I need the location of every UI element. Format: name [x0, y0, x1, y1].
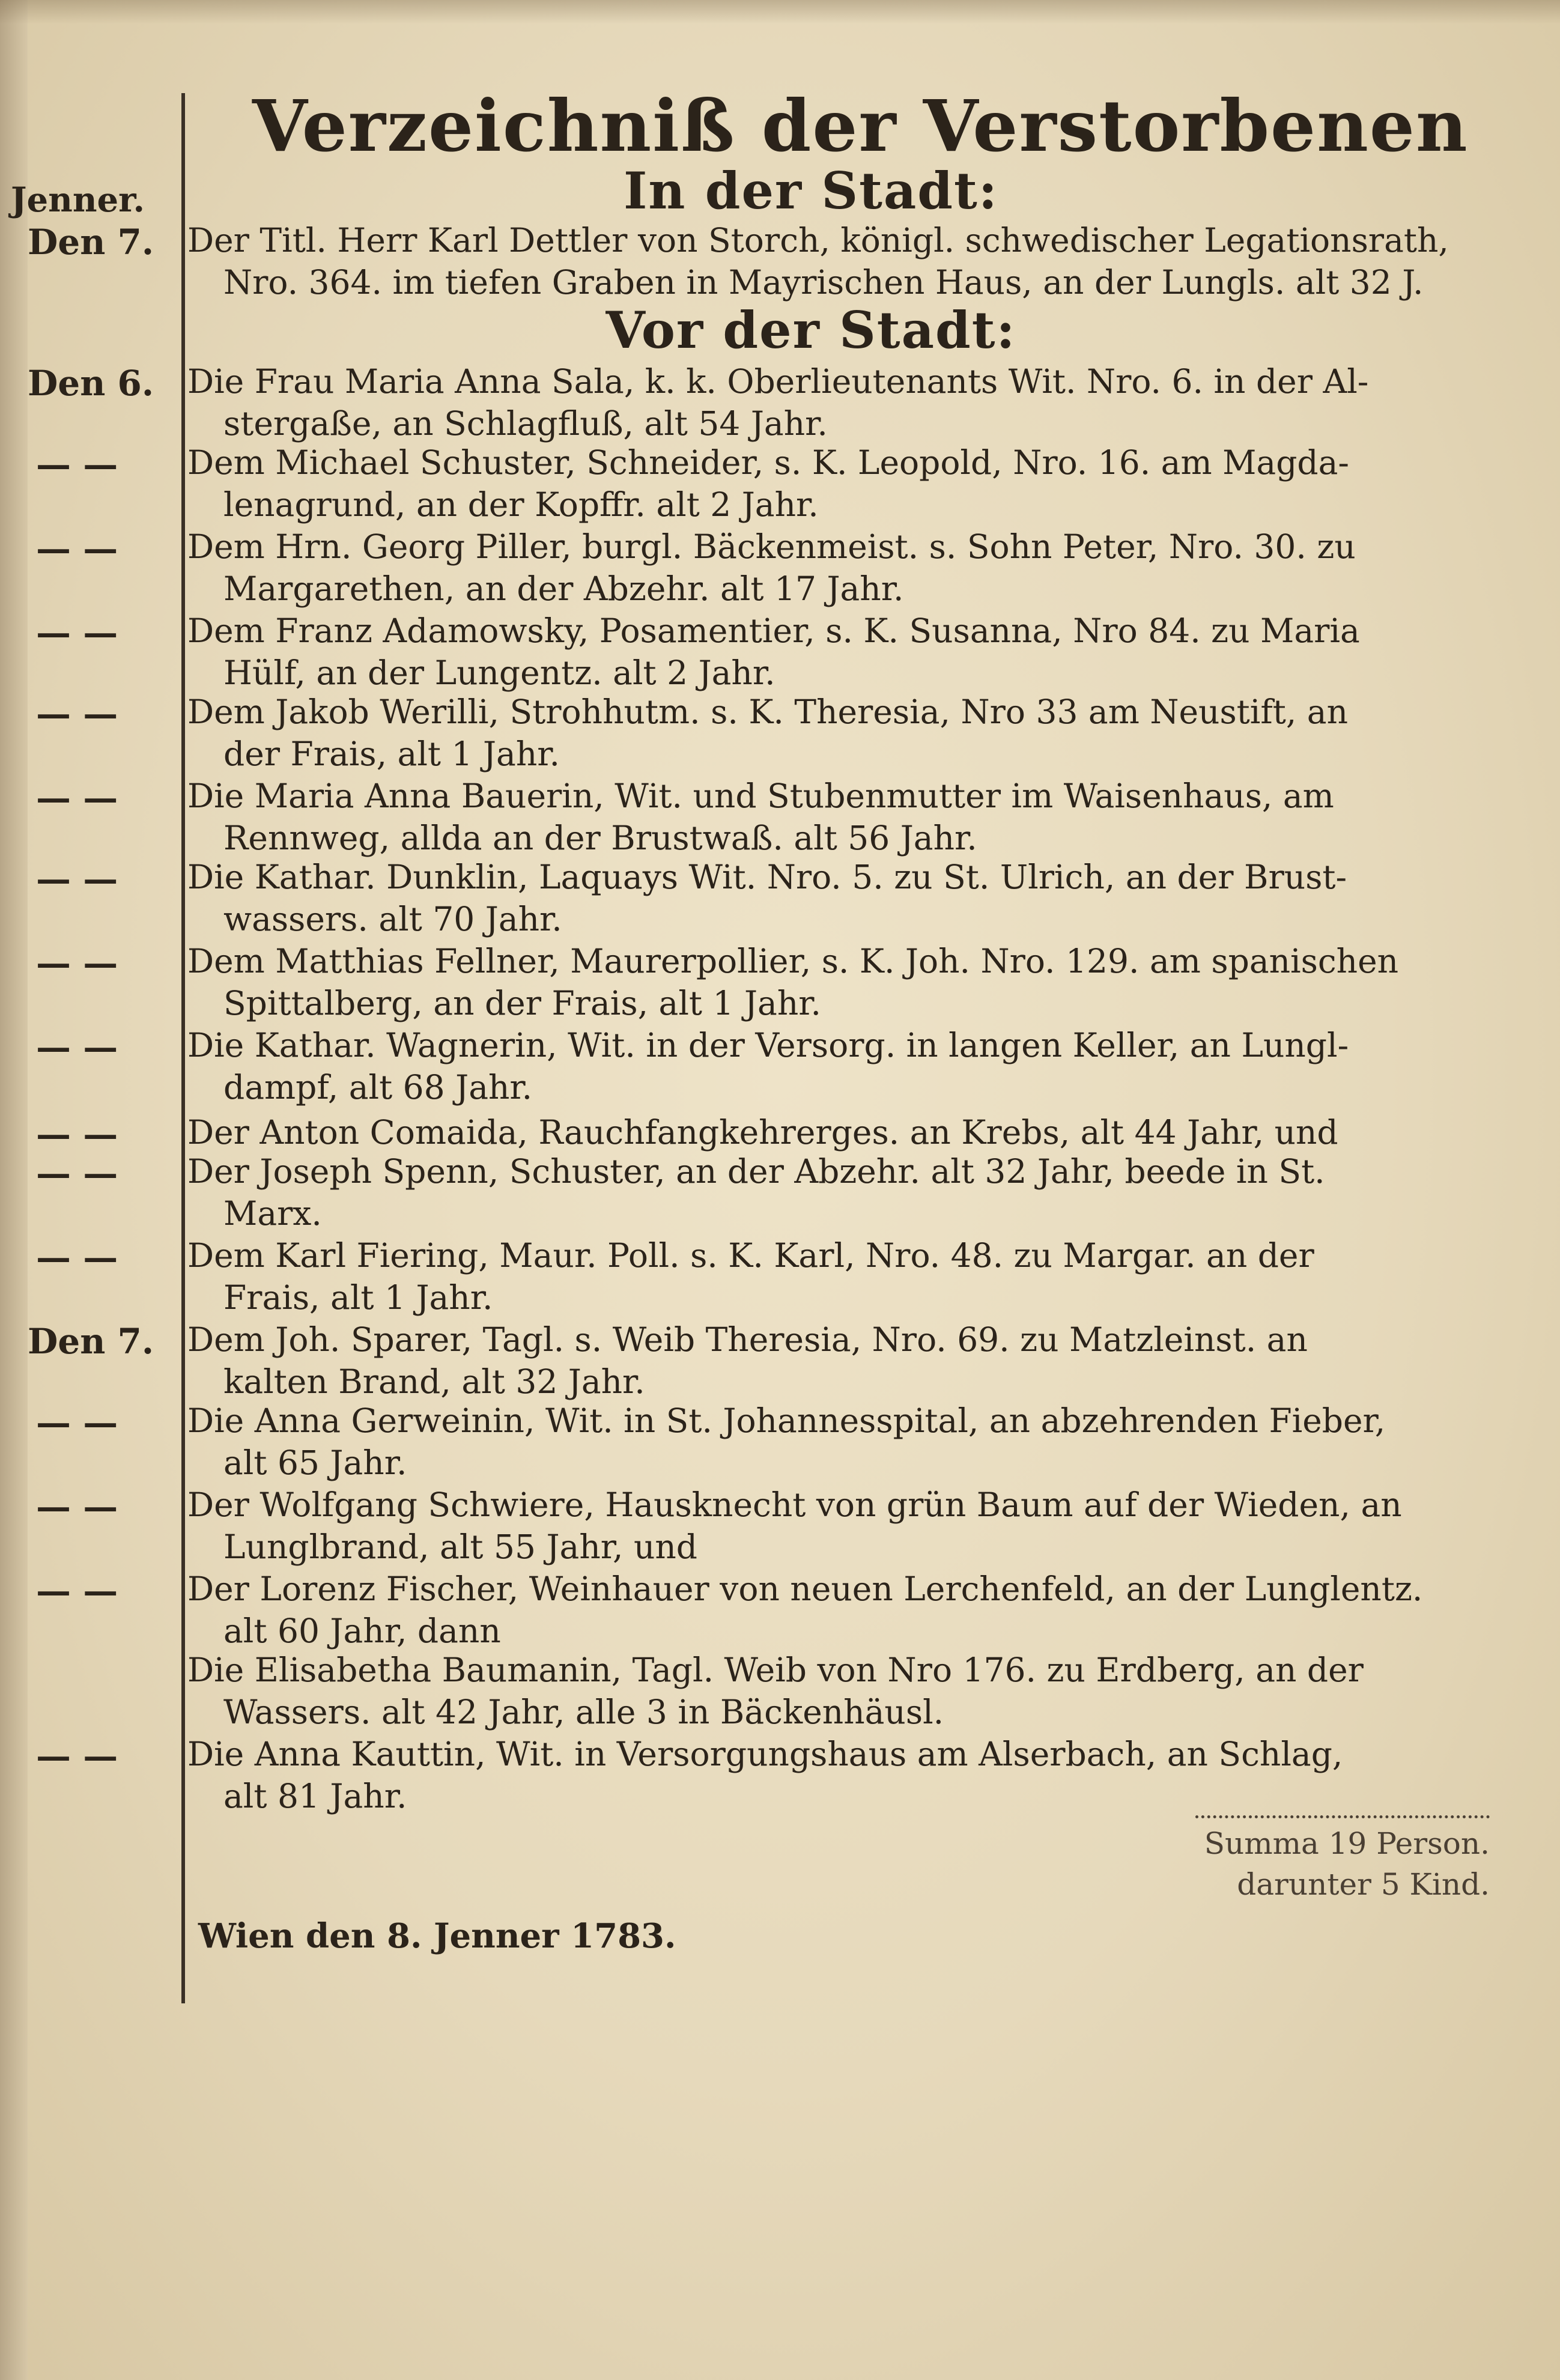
entry-date: — —	[36, 943, 118, 983]
entry-text: Der Titl. Herr Karl Dettler von Storch, königl. schwedischer Legationsrath,	[187, 221, 1449, 260]
entry-date: — —	[36, 528, 118, 569]
entry-text-continued: wassers. alt 70 Jahr.	[223, 900, 562, 938]
entry-date: Den 7.	[28, 1321, 154, 1362]
entry-text: Dem Hrn. Georg Piller, burgl. Bäckenmeist. s. Sohn Peter, Nro. 30. zu	[187, 527, 1356, 566]
entry-text-continued: Frais, alt 1 Jahr.	[223, 1278, 493, 1317]
entry-text-continued: der Frais, alt 1 Jahr.	[223, 735, 560, 773]
entry-date: — —	[36, 1237, 118, 1278]
entry-date: — —	[36, 1027, 118, 1067]
entry-text-continued: alt 60 Jahr, dann	[223, 1612, 501, 1650]
entry-text-continued: Nro. 364. im tiefen Graben in Mayrischen Haus, an der Lungls. alt 32 J.	[223, 263, 1424, 302]
entry-text: Der Lorenz Fischer, Weinhauer von neuen Lerchenfeld, an der Lunglentz.	[187, 1570, 1423, 1608]
entry-date: — —	[36, 693, 118, 734]
section-heading-city: In der Stadt:	[624, 161, 998, 220]
entry-text: Die Kathar. Dunklin, Laquays Wit. Nro. 5. zu St. Ulrich, an der Brust-	[187, 858, 1347, 896]
entry-text: Die Kathar. Wagnerin, Wit. in der Versorg. in langen Keller, an Lungl-	[187, 1026, 1349, 1064]
entry-text-continued: Wassers. alt 42 Jahr, alle 3 in Bäckenhäusl.	[223, 1693, 944, 1731]
entry-text-continued: Spittalberg, an der Frais, alt 1 Jahr.	[223, 984, 821, 1022]
vertical-rule	[181, 93, 185, 2003]
document-title: Verzeichniß der Verstorbenen	[252, 84, 1469, 168]
summary-children: darunter 5 Kind.	[1237, 1867, 1490, 1902]
entry-text-continued: Marx.	[223, 1194, 322, 1233]
entry-text: Die Elisabetha Baumanin, Tagl. Weib von Nro 176. zu Erdberg, an der	[187, 1651, 1364, 1689]
entry-text: Die Anna Gerweinin, Wit. in St. Johannesspital, an abzehrenden Fieber,	[187, 1401, 1386, 1440]
entry-text-continued: Rennweg, allda an der Brustwaß. alt 56 Jahr.	[223, 819, 977, 857]
month-label: Jenner.	[11, 180, 145, 220]
entry-date: — —	[36, 444, 118, 485]
entry-text-continued: dampf, alt 68 Jahr.	[223, 1068, 533, 1107]
entry-text: Dem Jakob Werilli, Strohhutm. s. K. Theresia, Nro 33 am Neustift, an	[187, 693, 1349, 731]
place-date-footer: Wien den 8. Jenner 1783.	[198, 1916, 676, 1956]
entry-date: — —	[36, 612, 118, 653]
entry-date: — —	[36, 1114, 118, 1155]
entry-text-continued: stergaße, an Schlagfluß, alt 54 Jahr.	[223, 404, 828, 443]
entry-text: Die Maria Anna Bauerin, Wit. und Stubenmutter im Waisenhaus, am	[187, 777, 1334, 815]
binding-edge	[0, 0, 28, 2380]
entry-date: — —	[36, 1153, 118, 1194]
entry-text: Der Joseph Spenn, Schuster, an der Abzehr. alt 32 Jahr, beede in St.	[187, 1152, 1325, 1191]
entry-text: Dem Joh. Sparer, Tagl. s. Weib Theresia, Nro. 69. zu Matzleinst. an	[187, 1320, 1308, 1359]
entry-text-continued: Hülf, an der Lungentz. alt 2 Jahr.	[223, 654, 775, 692]
entry-text: Der Anton Comaida, Rauchfangkehrerges. an Krebs, alt 44 Jahr, und	[187, 1113, 1338, 1152]
summary-rule	[1195, 1815, 1490, 1821]
entry-text-continued: Lunglbrand, alt 55 Jahr, und	[223, 1528, 698, 1566]
entry-date: — —	[36, 1486, 118, 1527]
entry-date: — —	[36, 858, 118, 899]
entry-text: Der Wolfgang Schwiere, Hausknecht von grün Baum auf der Wieden, an	[187, 1486, 1402, 1524]
entry-date: — —	[36, 1570, 118, 1611]
summary-total: Summa 19 Person.	[1204, 1826, 1490, 1861]
entry-date: — —	[36, 1735, 118, 1776]
entry-text: Dem Franz Adamowsky, Posamentier, s. K. Susanna, Nro 84. zu Maria	[187, 612, 1360, 650]
entry-date: Den 6.	[28, 363, 154, 404]
entry-text: Dem Karl Fiering, Maur. Poll. s. K. Karl, Nro. 48. zu Margar. an der	[187, 1236, 1314, 1275]
entry-date: Den 7.	[28, 222, 154, 263]
page-shadow	[0, 0, 1560, 24]
entry-text-continued: lenagrund, an der Kopffr. alt 2 Jahr.	[223, 485, 819, 524]
entry-date: — —	[36, 777, 118, 818]
entry-text-continued: alt 81 Jahr.	[223, 1777, 407, 1815]
entry-text-continued: Margarethen, an der Abzehr. alt 17 Jahr.	[223, 569, 904, 608]
section-heading-suburb: Vor der Stadt:	[605, 300, 1016, 360]
entry-text-continued: kalten Brand, alt 32 Jahr.	[223, 1362, 645, 1401]
entry-text: Die Anna Kauttin, Wit. in Versorgungshaus am Alserbach, an Schlag,	[187, 1735, 1343, 1773]
entry-text: Die Frau Maria Anna Sala, k. k. Oberlieutenants Wit. Nro. 6. in der Al-	[187, 362, 1369, 401]
entry-text: Dem Matthias Fellner, Maurerpollier, s. K. Joh. Nro. 129. am spanischen	[187, 942, 1399, 980]
entry-text: Dem Michael Schuster, Schneider, s. K. Leopold, Nro. 16. am Magda-	[187, 443, 1349, 482]
entry-date: — —	[36, 1402, 118, 1443]
entry-text-continued: alt 65 Jahr.	[223, 1443, 407, 1482]
